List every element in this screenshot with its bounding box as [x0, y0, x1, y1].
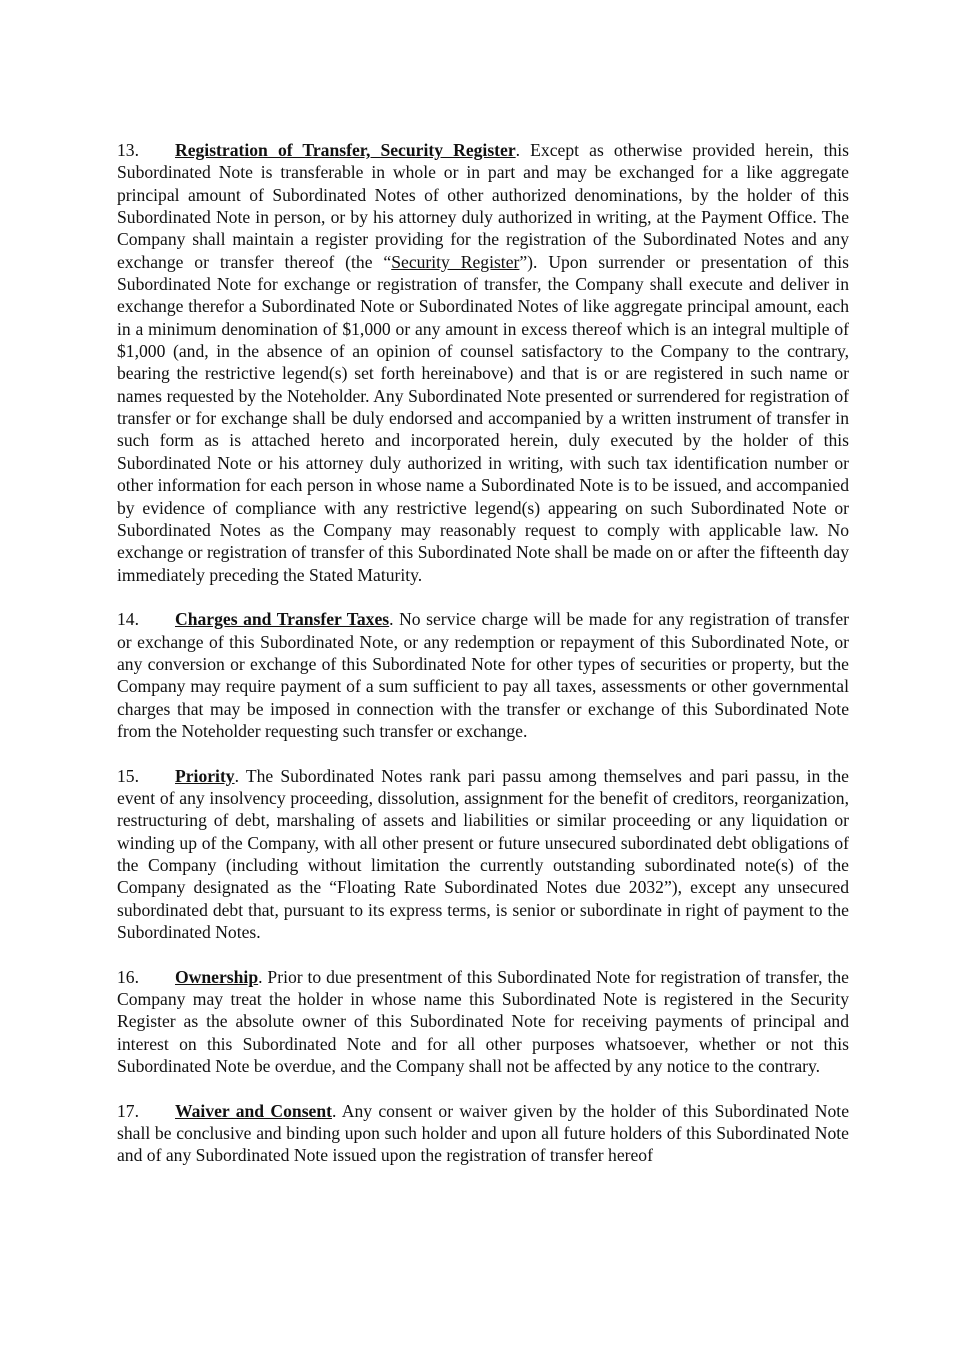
defined-term: Security Register	[391, 251, 520, 272]
section-14	[117, 608, 849, 742]
section-number: 16.	[117, 966, 139, 987]
section-number: 15.	[117, 765, 139, 786]
section-text: . Except as otherwise provided herein, this Subordinated Note is transferable in whole or in part and may be exchanged for a like aggregate principal amount of Subordinated Notes of other authorized denominations, by the holder of this Subordinated Note in person, or by his attorney duly authorized in writing, at the Payment Office. The Company shall maintain a register providing for the registration of the Subordinated Notes and any exchange or transfer thereof (the “	[117, 140, 849, 272]
section-17	[117, 1100, 849, 1167]
section-text-continued: ”). Upon surrender or presentation of this Subordinated Note for exchange or registration of transfer, the Company shall execute and deliver in exchange therefor a Subordinated Note or Subordinated Notes of like aggregate principal amount, each in a minimum denomination of $1,000 or any amount in excess thereof which is an integral multiple of $1,000 (and, in the absence of an opinion of counsel satisfactory to the Company to the contrary, bearing the restrictive legend(s) set forth hereinabove) and that is or are registered in such name or names requested by the Noteholder. Any Subordinated Note presented or surrendered for registration of transfer or for exchange shall be duly endorsed and accompanied by a written instrument of transfer in such form as is attached hereto and incorporated herein, duly executed by the holder of this Subordinated Note or his attorney duly authorized in writing, with such tax identification number or other information for each person in whose name a Subordinated Note is to be issued, and accompanied by evidence of compliance with any restrictive legend(s) appearing on such Subordinated Note or Subordinated Notes as the Company may reasonably request to comply with applicable law. No exchange or registration of transfer of this Subordinated Note shall be made on or after the fifteenth day immediately preceding the Stated Maturity.	[117, 251, 849, 585]
section-13	[117, 139, 849, 586]
section-16	[117, 966, 849, 1078]
section-heading: Waiver and Consent	[175, 1100, 332, 1121]
section-text: . Prior to due presentment of this Subordinated Note for registration of transfer, the Company may treat the holder in whose name this Subordinated Note is registered in the Security Register as the absolute owner of this Subordinated Note for receiving payments of principal and interest on this Subordinated Note and for all other purposes whatsoever, whether or not this Subordinated Note be overdue, and the Company shall not be affected by any notice to the contrary.	[117, 966, 849, 1077]
section-heading: Registration of Transfer, Security Register	[175, 140, 516, 160]
section-heading: Priority	[175, 765, 235, 786]
section-15	[117, 765, 849, 944]
section-heading: Ownership	[175, 966, 259, 987]
document-page	[117, 139, 849, 1189]
section-text: . Any consent or waiver given by the holder of this Subordinated Note shall be conclusive and binding upon such holder and upon all future holders of this Subordinated Note and of any Subordinated Note issued upon the registration of transfer hereof	[117, 1100, 849, 1166]
section-text: . No service charge will be made for any registration of transfer or exchange of this Subordinated Note, or any redemption or repayment of this Subordinated Note, or any conversion or exchange of this Subordinated Note for other types of securities or property, but the Company may require payment of a sum sufficient to pay all taxes, assessments or other governmental charges that may be imposed in connection with the transfer or exchange of this Subordinated Note from the Noteholder requesting such transfer or exchange.	[117, 609, 849, 741]
section-heading: Charges and Transfer Taxes	[175, 609, 390, 630]
section-number: 13.	[117, 140, 139, 160]
section-text: . The Subordinated Notes rank pari passu among themselves and pari passu, in the event of any insolvency proceeding, dissolution, assignment for the benefit of creditors, reorganization, restructuring of debt, marshaling of assets and liabilities or similar proceeding or any liquidation or winding up of the Company, with all other present or future unsecured subordinated debt obligations of the Company (including without limitation the currently outstanding subordinated note(s) of the Company designated as the “Floating Rate Subordinated Notes due 2032”), except any unsecured subordinated debt that, pursuant to its express terms, is senior or subordinate in right of payment to the Subordinated Notes.	[117, 765, 849, 943]
section-number: 17.	[117, 1100, 139, 1121]
section-number: 14.	[117, 609, 139, 630]
